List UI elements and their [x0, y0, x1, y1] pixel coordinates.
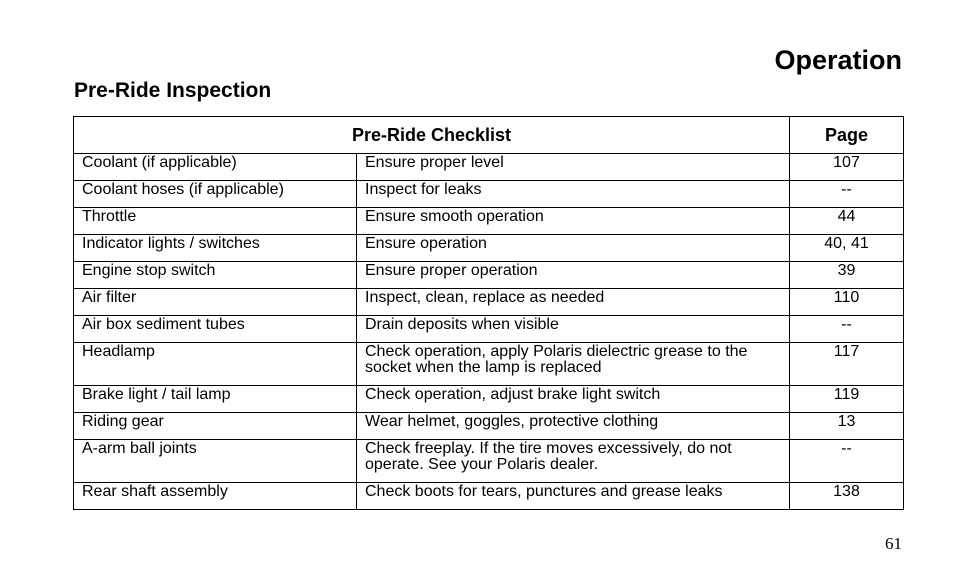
- item-cell: Air box sediment tubes: [74, 316, 357, 343]
- action-cell: Check freeplay. If the tire moves excessively, do not operate. See your Polaris dealer.: [357, 440, 790, 483]
- page-cell: 138: [790, 483, 904, 510]
- page-cell: 117: [790, 343, 904, 386]
- table-row: [74, 413, 904, 440]
- action-cell: Inspect for leaks: [357, 181, 790, 208]
- table-row: [74, 181, 904, 208]
- table-row: [74, 235, 904, 262]
- action-cell: Drain deposits when visible: [357, 316, 790, 343]
- action-cell: Wear helmet, goggles, protective clothing: [357, 413, 790, 440]
- item-cell: Coolant (if applicable): [74, 154, 357, 181]
- table-row: [74, 316, 904, 343]
- action-cell: Ensure proper operation: [357, 262, 790, 289]
- page-cell: 110: [790, 289, 904, 316]
- page-cell: 40, 41: [790, 235, 904, 262]
- item-cell: Indicator lights / switches: [74, 235, 357, 262]
- pre-ride-checklist-table: [73, 116, 904, 510]
- table-row: [74, 440, 904, 483]
- header-page: Page: [790, 117, 904, 154]
- item-cell: Brake light / tail lamp: [74, 386, 357, 413]
- header-checklist: Pre-Ride Checklist: [74, 117, 790, 154]
- item-cell: Engine stop switch: [74, 262, 357, 289]
- action-cell: Ensure smooth operation: [357, 208, 790, 235]
- page-cell: 119: [790, 386, 904, 413]
- page-cell: 13: [790, 413, 904, 440]
- page-cell: 107: [790, 154, 904, 181]
- item-cell: Air filter: [74, 289, 357, 316]
- table-row: [74, 289, 904, 316]
- table-row: [74, 343, 904, 386]
- table-row: [74, 208, 904, 235]
- item-cell: A-arm ball joints: [74, 440, 357, 483]
- item-cell: Riding gear: [74, 413, 357, 440]
- action-cell: Check operation, adjust brake light switch: [357, 386, 790, 413]
- action-cell: Inspect, clean, replace as needed: [357, 289, 790, 316]
- page-cell: 39: [790, 262, 904, 289]
- section-title: Pre-Ride Inspection: [74, 79, 272, 102]
- action-cell: Check boots for tears, punctures and grease leaks: [357, 483, 790, 510]
- table-header-row: [74, 117, 904, 154]
- page-cell: 44: [790, 208, 904, 235]
- item-cell: Rear shaft assembly: [74, 483, 357, 510]
- action-cell: Ensure proper level: [357, 154, 790, 181]
- item-cell: Throttle: [74, 208, 357, 235]
- page-cell: --: [790, 316, 904, 343]
- table-row: [74, 386, 904, 413]
- action-cell: Ensure operation: [357, 235, 790, 262]
- page-number: 61: [885, 534, 902, 553]
- table-row: [74, 262, 904, 289]
- table-row: [74, 483, 904, 510]
- page-cell: --: [790, 181, 904, 208]
- table-row: [74, 154, 904, 181]
- item-cell: Headlamp: [74, 343, 357, 386]
- page-cell: --: [790, 440, 904, 483]
- chapter-title: Operation: [774, 45, 902, 75]
- action-cell: Check operation, apply Polaris dielectric grease to the socket when the lamp is replaced: [357, 343, 790, 386]
- item-cell: Coolant hoses (if applicable): [74, 181, 357, 208]
